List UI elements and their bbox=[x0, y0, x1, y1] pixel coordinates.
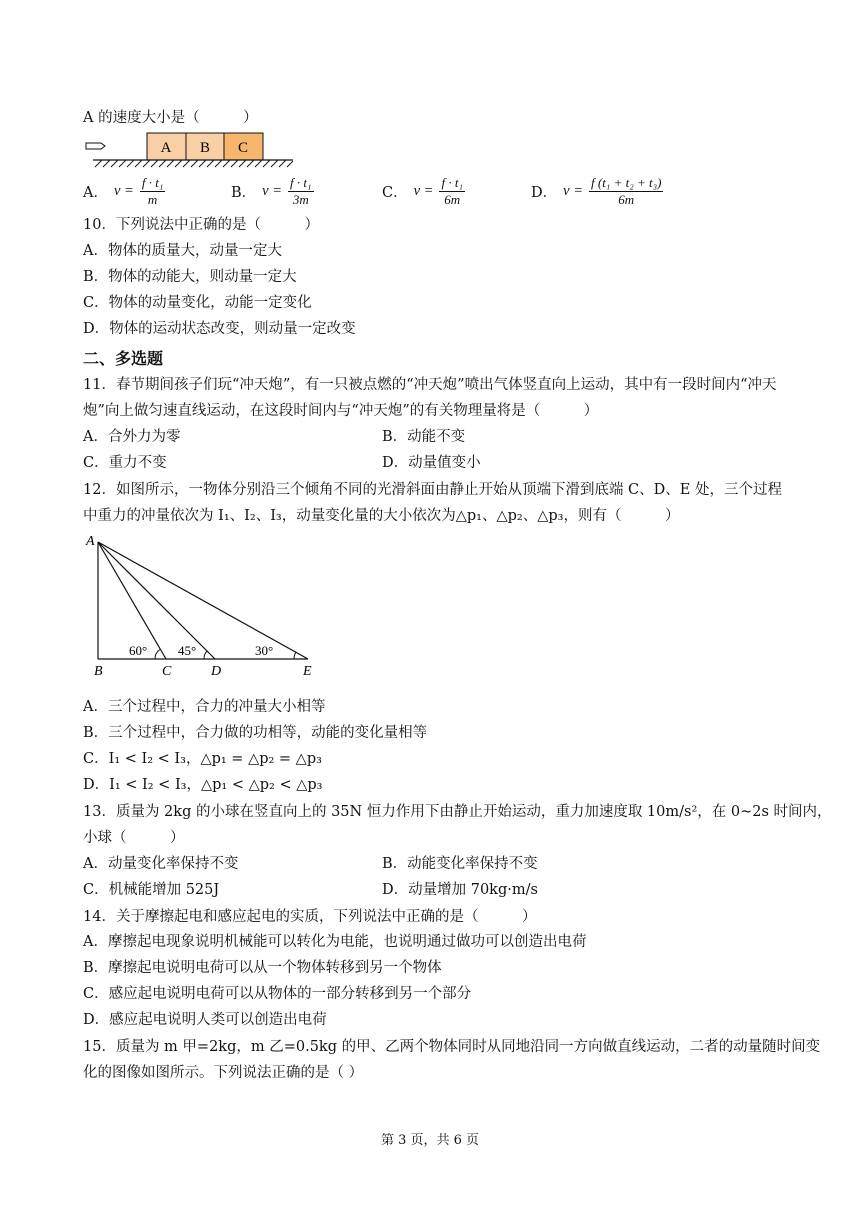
q9-stem-tail: A 的速度大小是（ ） bbox=[83, 110, 258, 126]
q13-option-b[interactable]: B．动能变化率保持不变 bbox=[382, 856, 538, 872]
q14-option-d[interactable]: D．感应起电说明人类可以创造出电荷 bbox=[83, 1012, 327, 1028]
q9-option-b[interactable]: B． v = $\frac{\text{f · t₁}}{3m}$ bbox=[231, 175, 312, 207]
q13-option-a[interactable]: A．动量变化率保持不变 bbox=[83, 856, 239, 872]
q9-option-c[interactable]: C． v = $\frac{\text{f · t₁}}{6m}$ bbox=[382, 175, 463, 207]
angle-arc-30 bbox=[294, 652, 296, 659]
q12-option-d[interactable]: D．I₁ < I₂ < I₃，△p₁ < △p₂ < △p₃ bbox=[83, 777, 323, 793]
q9-option-a[interactable]: A． v = $\frac{\text{f · t₁}}{m}$ bbox=[83, 175, 164, 207]
q15-stem-line2: 化的图像如图所示。下列说法正确的是（ ） bbox=[83, 1065, 364, 1081]
q11-option-a[interactable]: A．合外力为零 bbox=[83, 429, 181, 445]
q13-stem-line2: 小球（ ） bbox=[83, 830, 185, 846]
q10-option-c[interactable]: C．物体的动量变化，动能一定变化 bbox=[83, 295, 312, 311]
q13-option-c[interactable]: C．机械能增加 525J bbox=[83, 882, 220, 898]
q14-option-a[interactable]: A．摩擦起电现象说明机械能可以转化为电能，也说明通过做功可以创造出电荷 bbox=[83, 934, 587, 950]
q11-option-c[interactable]: C．重力不变 bbox=[83, 455, 167, 471]
q12-option-c[interactable]: C．I₁ < I₂ < I₃，△p₁ = △p₂ = △p₃ bbox=[83, 751, 322, 767]
q9-blocks-figure bbox=[83, 130, 298, 170]
q12-option-b[interactable]: B．三个过程中，合力做的功相等，动能的变化量相等 bbox=[83, 725, 428, 741]
angle-30-label: 30° bbox=[255, 643, 274, 658]
block-a-label: A bbox=[160, 140, 172, 156]
q11-option-b[interactable]: B．动能不变 bbox=[382, 429, 466, 445]
q10-option-b[interactable]: B．物体的动能大，则动量一定大 bbox=[83, 269, 297, 285]
q12-stem-line2: 中重力的冲量依次为 I₁、I₂、I₃，动量变化量的大小依次为△p₁、△p₂、△p₃，则有（ ） bbox=[83, 508, 680, 524]
point-d-label: D bbox=[211, 664, 222, 679]
q9-option-d[interactable]: D． v = $\frac{\text{f (t₁ + t₂ + t₃)}}{6m}$ bbox=[531, 175, 662, 207]
point-e-label: E bbox=[303, 664, 312, 679]
incline-d bbox=[98, 542, 215, 659]
ground-hatching bbox=[95, 160, 293, 167]
angle-60-label: 60° bbox=[129, 643, 148, 658]
section-heading: 二、多选题 bbox=[83, 349, 164, 368]
q10-stem: 10．下列说法中正确的是（ ） bbox=[83, 217, 319, 233]
point-c-label: C bbox=[162, 664, 172, 679]
q13-option-d[interactable]: D．动量增加 70kg·m/s bbox=[382, 882, 538, 898]
q10-option-a[interactable]: A．物体的质量大，动量一定大 bbox=[83, 243, 282, 259]
q10-option-d[interactable]: D．物体的运动状态改变，则动量一定改变 bbox=[83, 321, 356, 337]
angle-45-label: 45° bbox=[178, 643, 197, 658]
q12-stem-line1: 12．如图所示，一物体分别沿三个倾角不同的光滑斜面由静止开始从顶端下滑到底端 C、D、E 处，三个过程 bbox=[83, 482, 782, 498]
bullet-icon bbox=[86, 143, 105, 149]
q14-stem: 14．关于摩擦起电和感应起电的实质，下列说法中正确的是（ ） bbox=[83, 909, 537, 925]
q15-stem-line1: 15．质量为 m 甲=2kg，m 乙=0.5kg 的甲、乙两个物体同时从同地沿同一方向做直线运动，二者的动量随时间变 bbox=[83, 1039, 821, 1055]
angle-arc-45 bbox=[204, 651, 207, 659]
point-a-label: A bbox=[86, 534, 95, 549]
angle-arc-60 bbox=[155, 650, 160, 660]
q12-incline-figure bbox=[83, 530, 323, 680]
block-b-label: B bbox=[199, 140, 211, 156]
point-b-label: B bbox=[94, 664, 103, 679]
block-c-label: C bbox=[237, 140, 249, 156]
page-footer: 第 3 页，共 6 页 bbox=[380, 1133, 480, 1148]
q11-stem-line1: 11．春节期间孩子们玩“冲天炮”，有一只被点燃的“冲天炮”喷出气体竖直向上运动，其中有一段时间内“冲天 bbox=[83, 377, 777, 393]
q11-stem-line2: 炮”向上做匀速直线运动，在这段时间内与“冲天炮”的有关物理量将是（ ） bbox=[83, 403, 599, 419]
q11-option-d[interactable]: D．动量值变小 bbox=[382, 455, 481, 471]
incline-e bbox=[98, 542, 308, 659]
q14-option-c[interactable]: C．感应起电说明电荷可以从物体的一部分转移到另一个部分 bbox=[83, 986, 472, 1002]
q13-stem-line1: 13．质量为 2kg 的小球在竖直向上的 35N 恒力作用下由静止开始运动，重力加速度取 10m/s²，在 0~2s 时间内， bbox=[83, 804, 832, 820]
q14-option-b[interactable]: B．摩擦起电说明电荷可以从一个物体转移到另一个物体 bbox=[83, 960, 442, 976]
q12-option-a[interactable]: A．三个过程中，合力的冲量大小相等 bbox=[83, 699, 326, 715]
